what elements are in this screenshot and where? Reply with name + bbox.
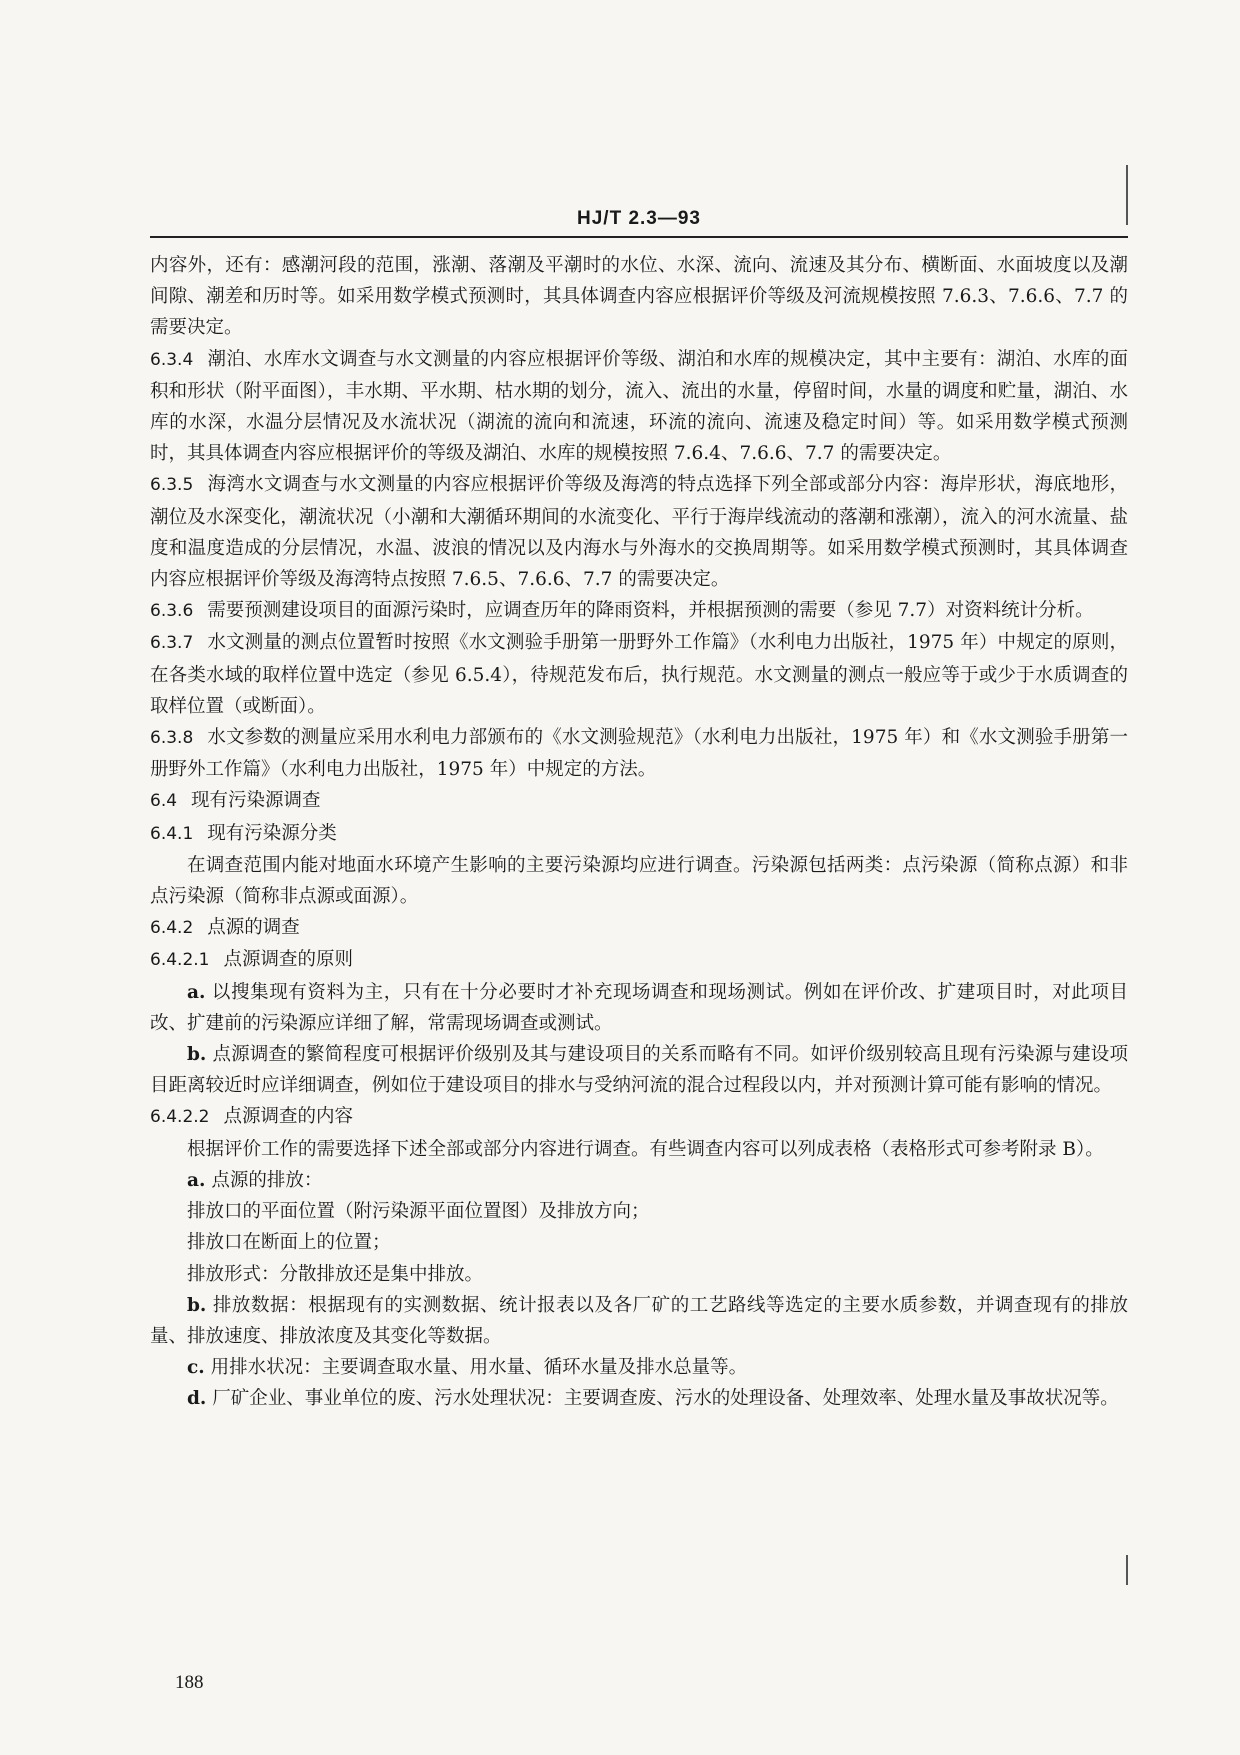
clause-number: 6.3.8 <box>150 728 194 749</box>
section-number: 6.4.2 <box>150 918 194 939</box>
clause-text: 潮泊、水库水文调查与水文测量的内容应根据评价等级、湖泊和水库的规模决定，其中主要有：湖泊、水库的面积和形状（附平面图），丰水期、平水期、枯水期的划分，流入、流出的水量，停留时间，水量的调度和贮量，湖泊、水库的水深，水温分层情况及水流状况（湖流的流向和流速，环流的流向、流速及稳定时间）等。如采用数学模式预测时，其具体调查内容应根据评价的等级及湖泊、水库的规模按照 7.6.4、7.6.6、7.7 的需要决定。 <box>150 348 1128 465</box>
clause-number: 6.3.6 <box>150 601 194 622</box>
sub-item-text: 排放形式：分散排放还是集中排放。 <box>187 1263 484 1285</box>
clause-6-3-4 <box>150 344 1128 470</box>
clause-number: 6.3.7 <box>150 633 194 654</box>
section-heading-6-4-2 <box>150 912 1128 944</box>
list-item <box>150 1383 1128 1414</box>
clause-text: 需要预测建设项目的面源污染时，应调查历年的降雨资料，并根据预测的需要（参见 7.7）对资料统计分析。 <box>207 600 1094 622</box>
clause-6-3-7 <box>150 627 1128 722</box>
list-item <box>150 1290 1128 1352</box>
list-item-text: 厂矿企业、事业单位的废、污水处理状况：主要调查废、污水的处理设备、处理效率、处理水量及事故状况等。 <box>212 1388 1119 1410</box>
list-item-text: 点源调查的繁简程度可根据评价级别及其与建设项目的关系而略有不同。如评价级别较高且现有污染源与建设项目距离较近时应详细调查，例如位于建设项目的排水与受纳河流的混合过程段以内，并对预测计算可能有影响的情况。 <box>150 1044 1128 1097</box>
sub-item-text: 排放口在断面上的位置； <box>187 1232 391 1254</box>
section-number: 6.4 <box>150 791 178 812</box>
section-heading-6-4-2-1 <box>150 944 1128 976</box>
list-item <box>150 977 1128 1039</box>
section-number: 6.4.2.1 <box>150 950 210 971</box>
scan-edge-mark <box>1126 1555 1128 1585</box>
section-title: 现有污染源调查 <box>191 790 321 812</box>
list-item-text: 排放数据：根据现有的实测数据、统计报表以及各厂矿的工艺路线等选定的主要水质参数，并调查现有的排放量、排放速度、排放浓度及其变化等数据。 <box>150 1294 1128 1347</box>
list-marker: a. <box>187 1169 206 1191</box>
paragraph-text: 根据评价工作的需要选择下述全部或部分内容进行调查。有些调查内容可以列成表格（表格形式可参考附录 B）。 <box>187 1138 1104 1160</box>
list-marker: b. <box>187 1044 207 1066</box>
paragraph-text: 在调查范围内能对地面水环境产生影响的主要污染源均应进行调查。污染源包括两类：点污染源（简称点源）和非点污染源（简称非点源或面源）。 <box>150 854 1128 908</box>
paragraph <box>150 1134 1128 1165</box>
clause-text: 水文测量的测点位置暂时按照《水文测验手册第一册野外工作篇》（水利电力出版社，1975 年）中规定的原则，在各类水域的取样位置中选定（参见 6.5.4），待规范发布后，执行规范。水文测量的测点一般应等于或少于水质调查的取样位置（或断面）。 <box>150 632 1128 717</box>
paragraph <box>150 850 1128 912</box>
section-number: 6.4.2.2 <box>150 1107 210 1128</box>
section-heading-6-4-1 <box>150 818 1128 850</box>
list-marker: a. <box>187 981 206 1003</box>
paragraph-text: 内容外，还有：感潮河段的范围，涨潮、落潮及平潮时的水位、水深、流向、流速及其分布、横断面、水面坡度以及潮间隙、潮差和历时等。如采用数学模式预测时，其具体调查内容应根据评价等级及河流规模按照 7.6.3、7.6.6、7.7 的需要决定。 <box>150 255 1128 339</box>
list-marker: c. <box>187 1357 205 1379</box>
scan-edge-mark <box>1126 165 1128 225</box>
clause-number: 6.3.4 <box>150 349 194 370</box>
list-marker: d. <box>187 1388 207 1410</box>
list-item-text: 点源的排放： <box>211 1169 323 1191</box>
sub-item <box>150 1227 1128 1258</box>
section-number: 6.4.1 <box>150 823 194 844</box>
clause-number: 6.3.5 <box>150 475 194 496</box>
clause-text: 海湾水文调查与水文测量的内容应根据评价等级及海湾的特点选择下列全部或部分内容：海岸形状，海底地形，潮位及水深变化，潮流状况（小潮和大潮循环期间的水流变化、平行于海岸线流动的落潮和涨潮），流入的河水流量、盐度和温度造成的分层情况，水温、波浪的情况以及内海水与外海水的交换周期等。如采用数学模式预测时，其具体调查内容应根据评价等级及海湾特点按照 7.6.5、7.6.6、7.7 的需要决定。 <box>150 474 1128 591</box>
list-item-text: 用排水状况：主要调查取水量、用水量、循环水量及排水总量等。 <box>210 1357 748 1379</box>
list-item <box>150 1039 1128 1101</box>
list-item-text: 以搜集现有资料为主，只有在十分必要时才补充现场调查和现场测试。例如在评价改、扩建项目时，对此项目改、扩建前的污染源应详细了解，常需现场调查或测试。 <box>150 981 1128 1034</box>
clause-6-3-5 <box>150 469 1128 595</box>
sub-item <box>150 1259 1128 1290</box>
paragraph <box>150 250 1128 344</box>
section-title: 点源调查的内容 <box>223 1106 353 1128</box>
section-heading-6-4 <box>150 785 1128 817</box>
page-content <box>150 250 1128 1415</box>
page-number: 188 <box>175 1672 204 1693</box>
sub-item-text: 排放口的平面位置（附污染源平面位置图）及排放方向； <box>187 1201 650 1223</box>
sub-item <box>150 1196 1128 1227</box>
clause-6-3-8 <box>150 722 1128 785</box>
list-item <box>150 1165 1128 1196</box>
clause-6-3-6 <box>150 595 1128 627</box>
header-rule <box>150 236 1128 238</box>
section-title: 点源调查的原则 <box>223 949 353 971</box>
section-heading-6-4-2-2 <box>150 1101 1128 1133</box>
page-header: HJ/T 2.3—93 <box>577 208 701 229</box>
section-title: 现有污染源分类 <box>207 822 337 844</box>
clause-text: 水文参数的测量应采用水利电力部颁布的《水文测验规范》（水利电力出版社，1975 年）和《水文测验手册第一册野外工作篇》（水利电力出版社，1975 年）中规定的方法。 <box>150 727 1128 781</box>
list-marker: b. <box>187 1294 207 1316</box>
section-title: 点源的调查 <box>207 917 300 939</box>
list-item <box>150 1352 1128 1383</box>
